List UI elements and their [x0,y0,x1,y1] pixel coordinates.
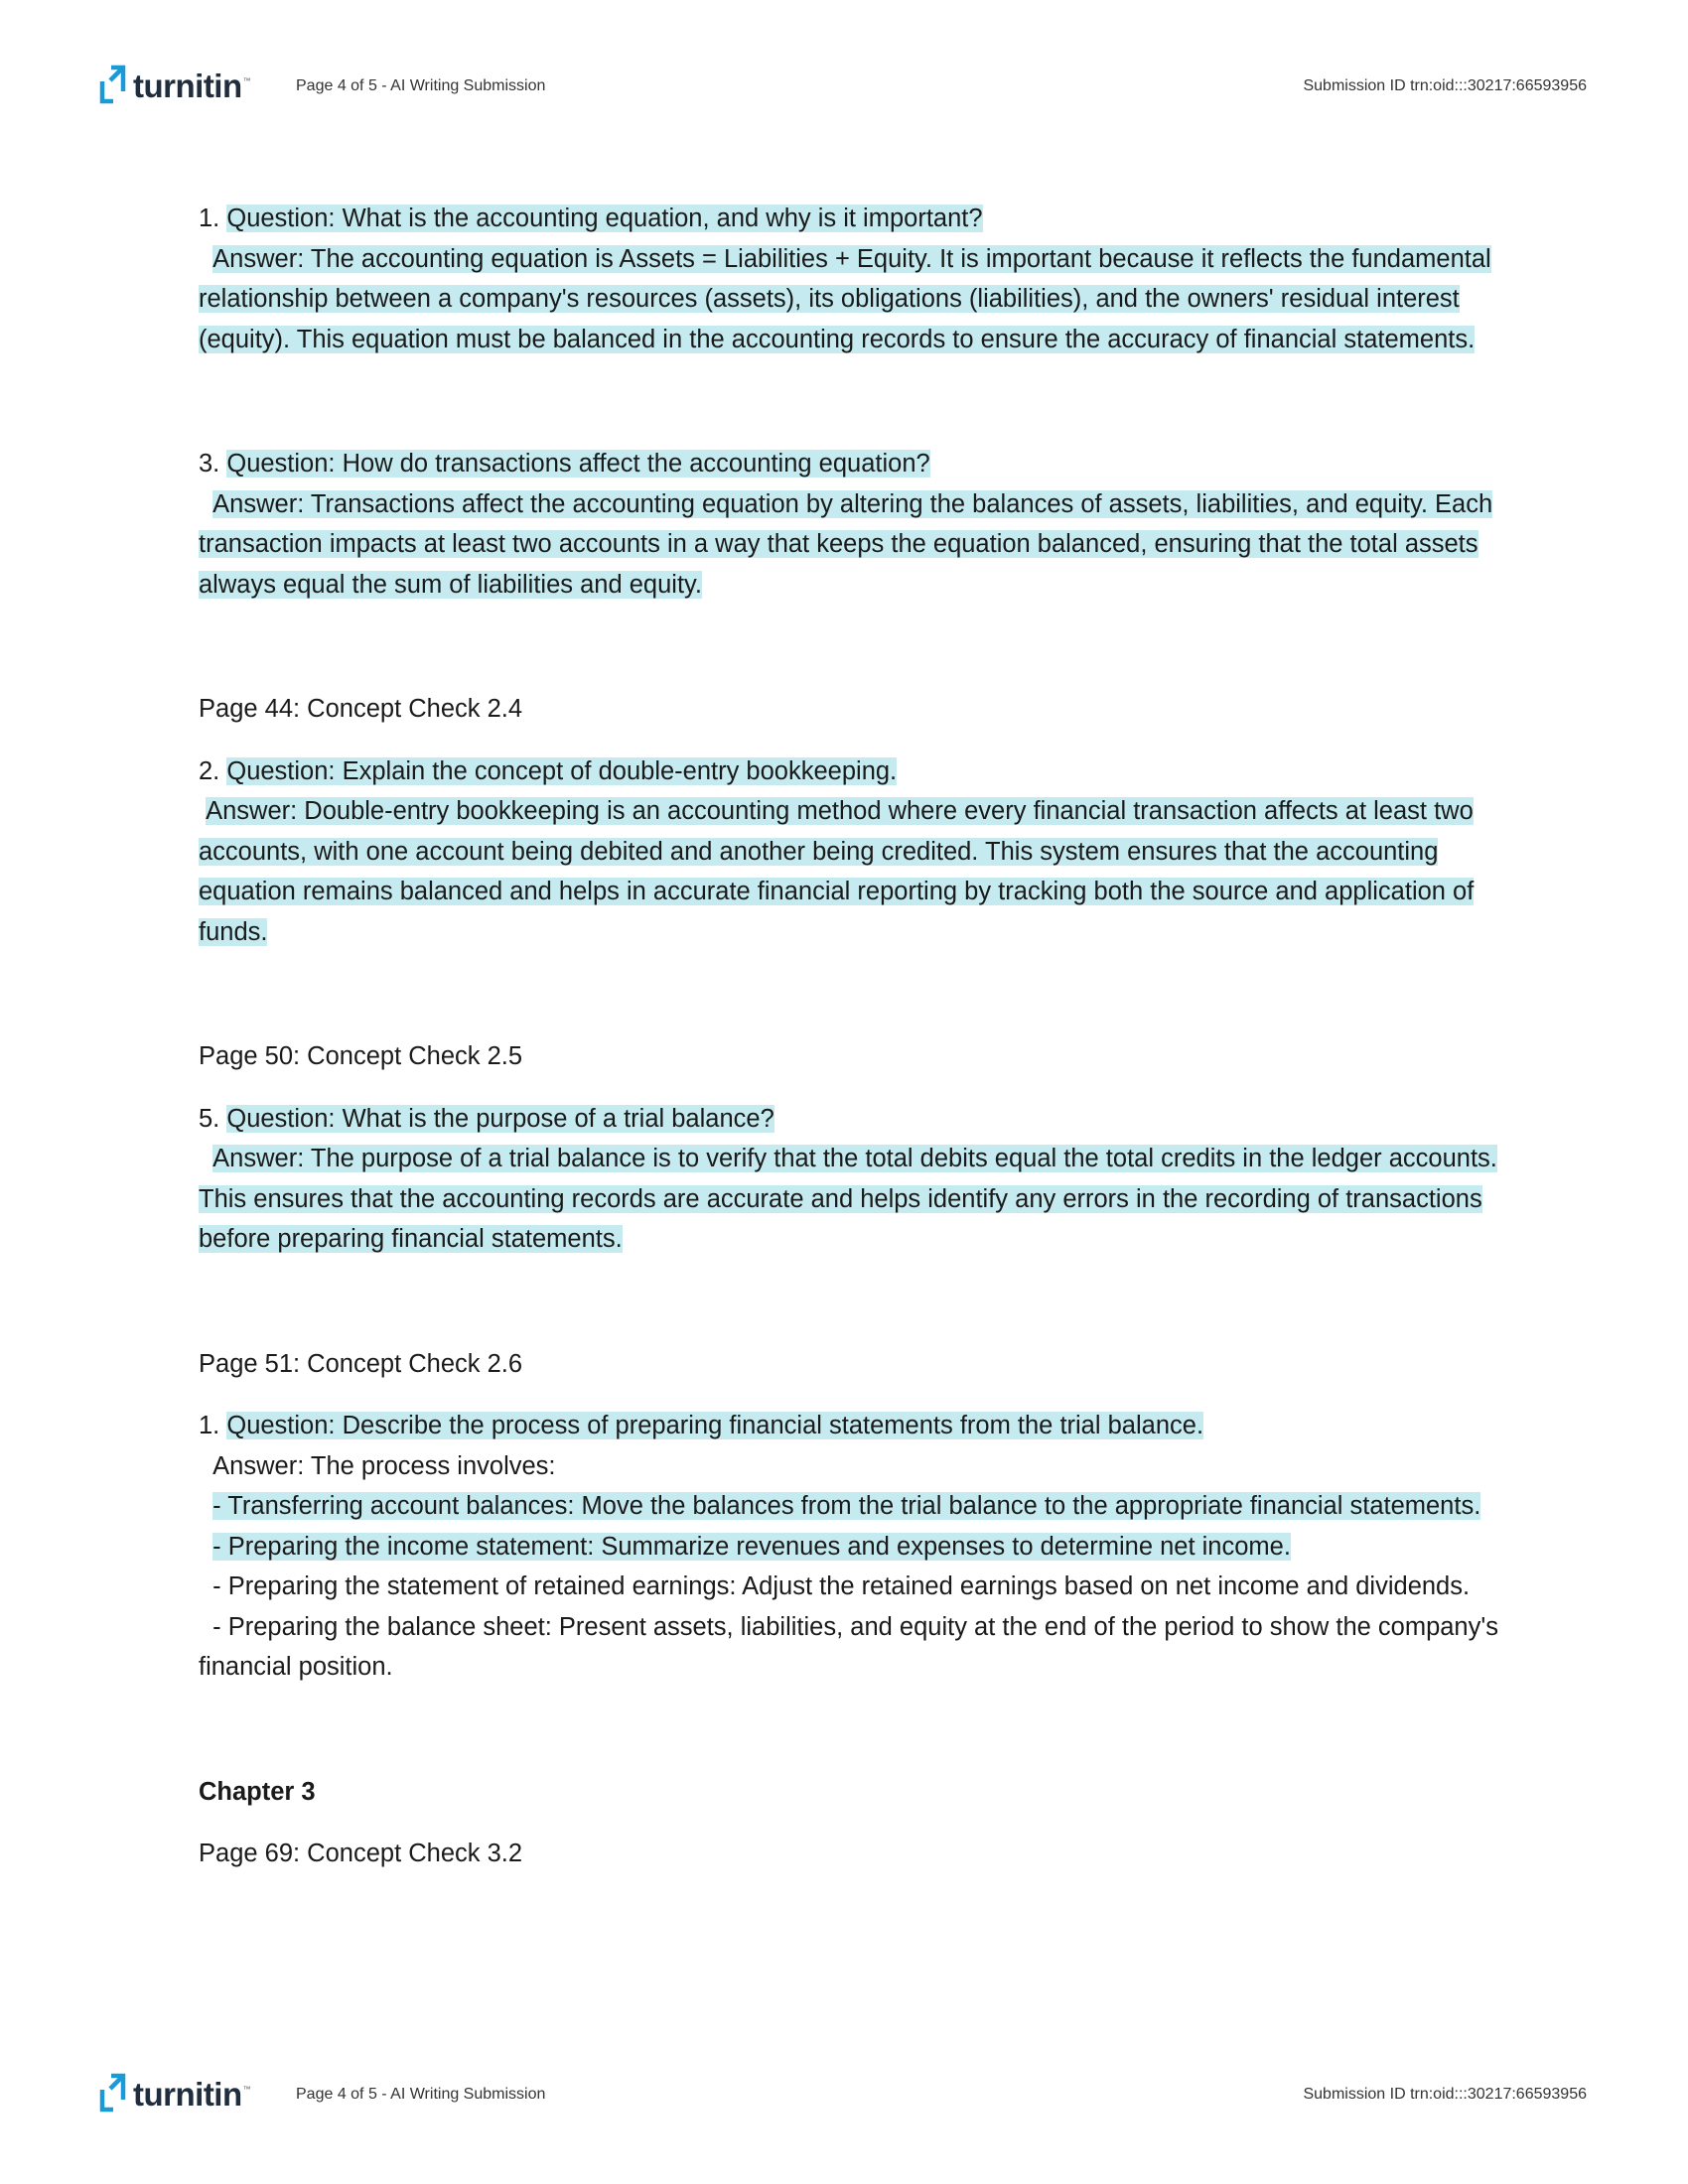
question-number: 1. [199,1412,227,1439]
question-number: 5. [199,1104,227,1133]
submission-id: Submission ID trn:oid:::30217:66593956 [1303,77,1587,94]
answer-text: Answer: The purpose of a trial balance is to verify that the total debits equal the total credits in the ledger accounts. This ensures that the accounting records are accurate and helps identify any errors in the recording of transactions before preparing financial statements. [199,1145,1497,1253]
answer-intro [199,1446,1499,1487]
qa-block [199,1406,1499,1688]
section-heading: Page 51: Concept Check 2.6 [199,1349,523,1378]
turnitin-logo [97,2070,251,2119]
question-line [199,751,1499,792]
brand-name: turnitin [133,68,242,104]
page-header [97,62,1587,111]
question-line [199,199,1499,239]
qa-block [199,199,1499,359]
question-text: Question: What is the accounting equation, and why is it important? [226,205,983,232]
page-label: Page 4 of 5 - AI Writing Submission [296,2086,546,2103]
section-heading: Page 50: Concept Check 2.5 [199,1042,523,1070]
section-heading: Page 69: Concept Check 3.2 [199,1840,523,1867]
trademark-mark: ™ [242,2084,251,2094]
question-line [199,1406,1499,1446]
qa-block [199,444,1499,605]
brand-name: turnitin [133,2076,242,2113]
process-step [199,1527,1499,1568]
question-number: 1. [199,205,227,232]
turnitin-logo [97,62,251,111]
page-footer [97,2070,1587,2119]
page-label: Page 4 of 5 - AI Writing Submission [296,77,546,94]
question-line [199,1099,1499,1140]
submission-id: Submission ID trn:oid:::30217:66593956 [1303,2086,1587,2103]
qa-block [199,751,1499,953]
question-line [199,444,1499,484]
question-text: Question: How do transactions affect the accounting equation? [226,450,930,478]
process-step [199,1567,1499,1607]
answer-text: Answer: Transactions affect the accounting equation by altering the balances of assets, liabilities, and equity. Each transaction impacts at least two accounts in a way that keeps the equation balanced, ensuring that the total assets always equal the sum of liabilities and equity. [199,489,1493,599]
process-step [199,1486,1499,1527]
document-body [199,199,1499,1896]
answer-paragraph [199,484,1499,606]
answer-paragraph [199,239,1499,360]
question-number: 2. [199,756,227,785]
turnitin-icon [97,62,127,111]
answer-text: Answer: The accounting equation is Assets = Liabilities + Equity. It is important because it reflects the fundamental relationship between a company's resources (assets), its obligations (liabilities), and the owners' residual interest (equity). This equation must be balanced in the accounting records to ensure the accuracy of financial statements. [199,244,1491,353]
question-text: Question: What is the purpose of a trial balance? [226,1104,774,1133]
question-text: Question: Describe the process of preparing financial statements from the trial balance. [226,1412,1204,1439]
step-text: - Preparing the statement of retained earnings: Adjust the retained earnings based on net income and dividends. [212,1572,1471,1600]
question-number: 3. [199,450,227,478]
turnitin-icon [97,2070,127,2119]
process-step [199,1607,1499,1688]
section-heading: Page 44: Concept Check 2.4 [199,695,523,723]
answer-paragraph [199,1139,1499,1260]
step-text: - Preparing the balance sheet: Present assets, liabilities, and equity at the end of the period to show the company's financial position. [199,1612,1498,1681]
step-text: - Preparing the income statement: Summarize revenues and expenses to determine net income. [212,1532,1291,1561]
step-text: - Transferring account balances: Move the balances from the trial balance to the appropriate financial statements. [212,1492,1481,1520]
chapter-heading: Chapter 3 [199,1777,316,1806]
answer-paragraph [199,791,1499,952]
trademark-mark: ™ [242,75,251,85]
qa-block [199,1099,1499,1260]
answer-text: Answer: The process involves: [212,1451,556,1480]
answer-text: Answer: Double-entry bookkeeping is an accounting method where every financial transaction affects at least two accounts, with one account being debited and another being credited. This system ensures that the accounting equation remains balanced and helps in accurate financial reporting by tracking both the source and application of funds. [199,797,1475,946]
question-text: Question: Explain the concept of double-entry bookkeeping. [226,756,898,785]
